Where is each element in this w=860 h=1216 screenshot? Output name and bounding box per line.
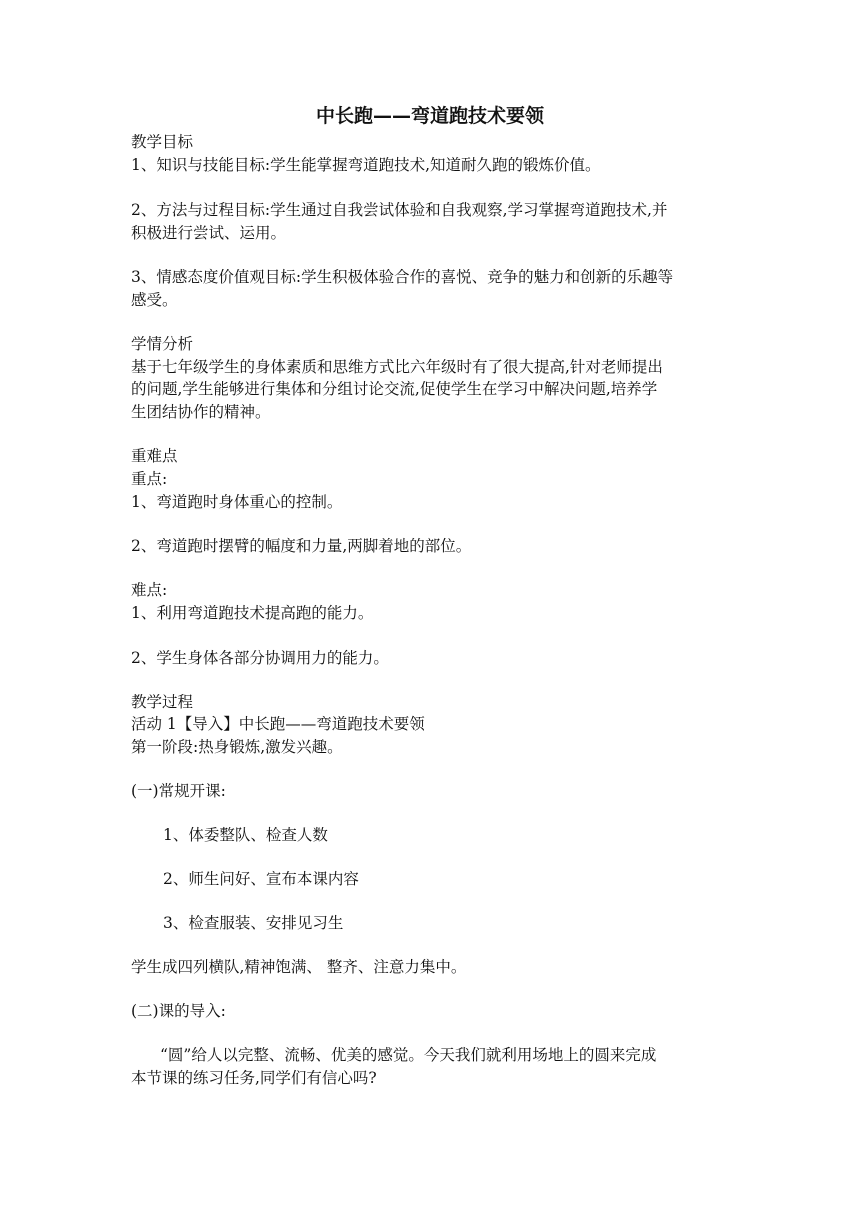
routine-item-3: 3、检查服装、安排见习生 (163, 914, 344, 932)
intro-line-1: “圆”给人以完整、流畅、优美的感觉。今天我们就利用场地上的圆来完成 (160, 1046, 657, 1064)
difficulty-1: 1、利用弯道跑技术提高跑的能力。 (131, 604, 374, 622)
analysis-line-1: 基于七年级学生的身体素质和思维方式比六年级时有了很大提高,针对老师提出 (131, 358, 663, 376)
key-point-1: 1、弯道跑时身体重心的控制。 (131, 493, 343, 511)
objective-3-line-1: 3、情感态度价值观目标:学生积极体验合作的喜悦、竞争的魅力和创新的乐趣等 (131, 268, 674, 286)
stage-1: 第一阶段:热身锻炼,激发兴趣。 (131, 738, 343, 756)
routine-item-2: 2、师生问好、宣布本课内容 (163, 870, 359, 888)
intro-heading: (二)课的导入: (131, 1002, 226, 1020)
document-title: 中长跑——弯道跑技术要领 (315, 105, 544, 127)
analysis-line-3: 生团结协作的精神。 (131, 403, 271, 421)
difficulty-label: 难点: (131, 581, 168, 599)
analysis-line-2: 的问题,学生能够进行集体和分组讨论交流,促使学生在学习中解决问题,培养学 (131, 380, 658, 398)
key-point-2: 2、弯道跑时摆臂的幅度和力量,两脚着地的部位。 (131, 537, 472, 555)
objective-1: 1、知识与技能目标:学生能掌握弯道跑技术,知道耐久跑的锻炼价值。 (131, 156, 601, 174)
activity-1: 活动 1【导入】中长跑——弯道跑技术要领 (131, 715, 425, 733)
key-label: 重点: (131, 470, 168, 488)
routine-heading: (一)常规开课: (131, 782, 226, 800)
process-heading: 教学过程 (131, 693, 194, 711)
objective-3-line-2: 感受。 (131, 291, 178, 309)
objective-2-line-1: 2、方法与过程目标:学生通过自我尝试体验和自我观察,学习掌握弯道跑技术,并 (131, 201, 668, 219)
key-points-heading: 重难点 (131, 447, 178, 465)
intro-line-2: 本节课的练习任务,同学们有信心吗? (131, 1069, 377, 1087)
objective-2-line-2: 积极进行尝试、运用。 (131, 224, 287, 242)
analysis-heading: 学情分析 (131, 335, 194, 353)
difficulty-2: 2、学生身体各部分协调用力的能力。 (131, 649, 389, 667)
routine-note: 学生成四列横队,精神饱满、 整齐、注意力集中。 (131, 958, 467, 976)
objectives-heading: 教学目标 (131, 133, 194, 151)
routine-item-1: 1、体委整队、检查人数 (163, 826, 328, 844)
